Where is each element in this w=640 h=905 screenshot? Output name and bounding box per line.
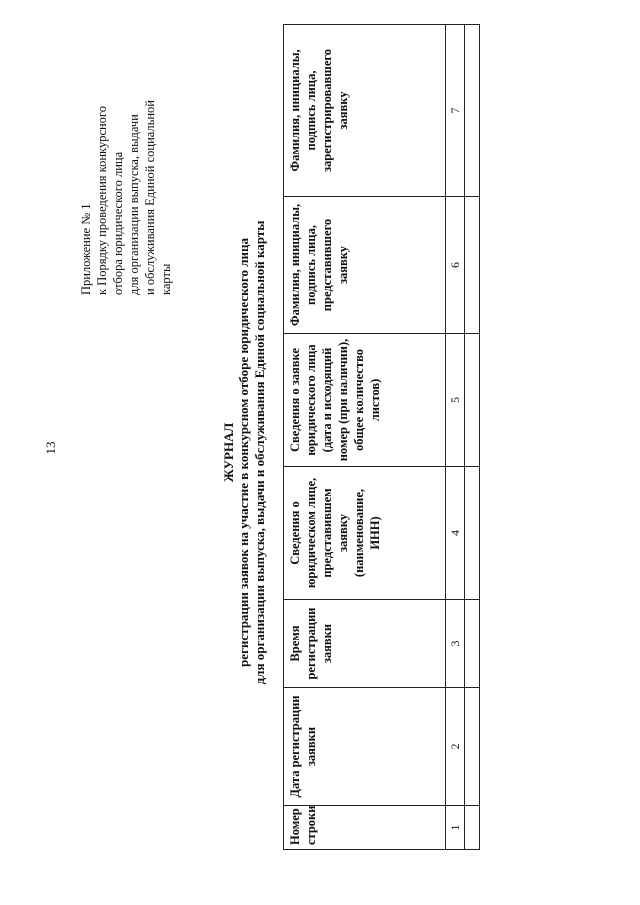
column-number: 7 <box>446 25 465 197</box>
appendix-line: для организации выпуска, выдачи <box>127 114 141 295</box>
appendix-line: отбора юридического лица <box>111 151 125 295</box>
header-registrar-name: Фамилия, инициалы, подпись лица, зарегистрировавшего заявку <box>284 25 446 197</box>
table-number-row <box>446 25 465 850</box>
header-row-number: Номер строки <box>284 806 446 850</box>
header-legal-entity-info: Сведения о юридическом лице, представившем заявку (наименование, ИНН) <box>284 467 446 600</box>
journal-subtitle-line2: для организации выпуска, выдачи и обслуживания Единой социальной карты <box>252 220 267 685</box>
table-cell <box>465 197 480 334</box>
registration-table <box>283 24 480 850</box>
appendix-note <box>78 35 174 295</box>
table-cell <box>465 600 480 688</box>
header-registration-time: Время регистрации заявки <box>284 600 446 688</box>
table-cell <box>465 688 480 806</box>
column-number: 6 <box>446 197 465 334</box>
appendix-line: карты <box>159 263 173 295</box>
page-number: 13 <box>43 441 58 455</box>
journal-title: ЖУРНАЛ <box>221 422 236 483</box>
appendix-line: и обслуживания Единой социальной <box>143 99 157 295</box>
header-application-info: Сведения о заявке юридического лица (дата и исходящий номер (при наличии), общее количество листов) <box>284 334 446 467</box>
column-number: 1 <box>446 806 465 850</box>
column-number: 3 <box>446 600 465 688</box>
table-header-row <box>284 25 446 850</box>
appendix-line: к Порядку проведения конкурсного <box>95 106 109 295</box>
header-registration-date: Дата регистрации заявки <box>284 688 446 806</box>
table-cell <box>465 467 480 600</box>
column-number: 2 <box>446 688 465 806</box>
table-empty-row <box>465 25 480 850</box>
table-cell <box>465 334 480 467</box>
table-cell <box>465 25 480 197</box>
appendix-line: Приложение № 1 <box>79 203 93 295</box>
journal-subtitle-line1: регистрации заявок на участие в конкурсном отборе юридического лица <box>236 237 251 668</box>
table-cell <box>465 806 480 850</box>
column-number: 4 <box>446 467 465 600</box>
column-number: 5 <box>446 334 465 467</box>
header-submitter-name: Фамилия, инициалы, подпись лица, представившего заявку <box>284 197 446 334</box>
